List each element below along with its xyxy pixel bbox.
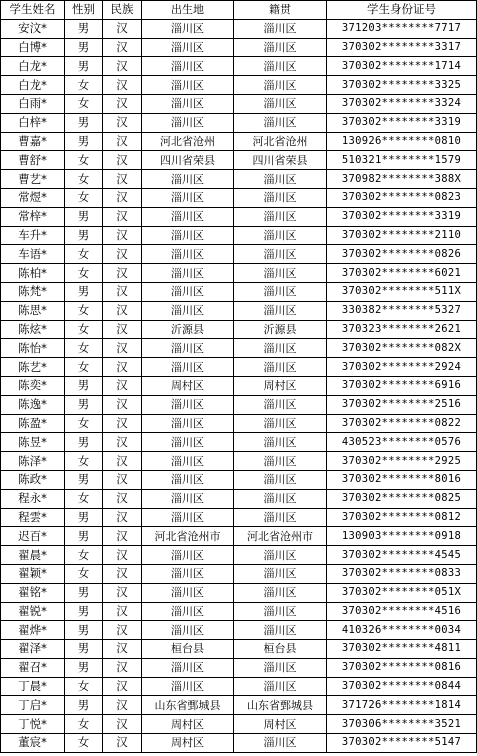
cell-gender: 男	[65, 621, 103, 640]
cell-birthplace: 淄川区	[142, 583, 234, 602]
cell-ethnicity: 汉	[103, 658, 142, 677]
cell-ethnicity: 汉	[103, 113, 142, 132]
cell-birthplace: 淄川区	[142, 677, 234, 696]
cell-id-number: 370302********0825	[327, 489, 477, 508]
cell-gender: 女	[65, 320, 103, 339]
cell-id-number: 410326********0034	[327, 621, 477, 640]
cell-native-place: 淄川区	[234, 677, 327, 696]
cell-gender: 女	[65, 452, 103, 471]
cell-id-number: 370306********3521	[327, 715, 477, 734]
cell-native-place: 周村区	[234, 715, 327, 734]
cell-id-number: 370302********2110	[327, 226, 477, 245]
cell-student-name: 常梓*	[1, 207, 65, 226]
cell-native-place: 淄川区	[234, 395, 327, 414]
cell-birthplace: 淄川区	[142, 301, 234, 320]
table-row	[1, 658, 477, 677]
cell-id-number: 370302********0833	[327, 564, 477, 583]
table-row	[1, 339, 477, 358]
cell-ethnicity: 汉	[103, 226, 142, 245]
cell-ethnicity: 汉	[103, 734, 142, 753]
header-birthplace: 出生地	[142, 1, 234, 20]
cell-gender: 女	[65, 264, 103, 283]
cell-birthplace: 淄川区	[142, 621, 234, 640]
cell-id-number: 370302********4516	[327, 602, 477, 621]
cell-birthplace: 淄川区	[142, 282, 234, 301]
roster-body	[1, 19, 477, 752]
cell-gender: 男	[65, 207, 103, 226]
table-row	[1, 376, 477, 395]
cell-id-number: 130903********0918	[327, 527, 477, 546]
cell-student-name: 白龙*	[1, 57, 65, 76]
cell-student-name: 陈政*	[1, 470, 65, 489]
cell-birthplace: 周村区	[142, 734, 234, 753]
table-row	[1, 57, 477, 76]
cell-birthplace: 淄川区	[142, 94, 234, 113]
cell-native-place: 淄川区	[234, 734, 327, 753]
cell-native-place: 淄川区	[234, 19, 327, 38]
table-row	[1, 301, 477, 320]
cell-gender: 男	[65, 508, 103, 527]
table-row	[1, 170, 477, 189]
cell-student-name: 陈思*	[1, 301, 65, 320]
cell-gender: 男	[65, 583, 103, 602]
cell-native-place: 淄川区	[234, 245, 327, 264]
cell-gender: 男	[65, 602, 103, 621]
cell-id-number: 370302********0826	[327, 245, 477, 264]
table-row	[1, 621, 477, 640]
cell-ethnicity: 汉	[103, 715, 142, 734]
cell-gender: 女	[65, 170, 103, 189]
header-id-number: 学生身份证号	[327, 1, 477, 20]
cell-ethnicity: 汉	[103, 677, 142, 696]
header-native-place: 籍贯	[234, 1, 327, 20]
cell-gender: 女	[65, 151, 103, 170]
cell-native-place: 淄川区	[234, 583, 327, 602]
cell-id-number: 370302********4545	[327, 546, 477, 565]
cell-ethnicity: 汉	[103, 188, 142, 207]
cell-ethnicity: 汉	[103, 94, 142, 113]
cell-gender: 女	[65, 414, 103, 433]
cell-birthplace: 淄川区	[142, 57, 234, 76]
cell-ethnicity: 汉	[103, 546, 142, 565]
table-row	[1, 508, 477, 527]
cell-ethnicity: 汉	[103, 564, 142, 583]
cell-gender: 男	[65, 226, 103, 245]
table-row	[1, 151, 477, 170]
cell-native-place: 四川省荣县	[234, 151, 327, 170]
table-row	[1, 132, 477, 151]
cell-gender: 男	[65, 19, 103, 38]
cell-student-name: 车升*	[1, 226, 65, 245]
header-ethnicity: 民族	[103, 1, 142, 20]
cell-gender: 女	[65, 677, 103, 696]
cell-student-name: 丁悦*	[1, 715, 65, 734]
table-row	[1, 282, 477, 301]
table-row	[1, 19, 477, 38]
cell-birthplace: 淄川区	[142, 358, 234, 377]
cell-native-place: 淄川区	[234, 76, 327, 95]
cell-native-place: 淄川区	[234, 546, 327, 565]
cell-student-name: 翟铭*	[1, 583, 65, 602]
cell-id-number: 370302********3324	[327, 94, 477, 113]
cell-native-place: 淄川区	[234, 282, 327, 301]
cell-id-number: 371726********1814	[327, 696, 477, 715]
cell-ethnicity: 汉	[103, 470, 142, 489]
cell-gender: 男	[65, 132, 103, 151]
table-row	[1, 226, 477, 245]
cell-gender: 女	[65, 734, 103, 753]
cell-native-place: 淄川区	[234, 207, 327, 226]
cell-native-place: 周村区	[234, 376, 327, 395]
cell-ethnicity: 汉	[103, 602, 142, 621]
cell-native-place: 淄川区	[234, 602, 327, 621]
cell-birthplace: 淄川区	[142, 245, 234, 264]
cell-native-place: 淄川区	[234, 188, 327, 207]
table-row	[1, 583, 477, 602]
cell-gender: 男	[65, 527, 103, 546]
cell-ethnicity: 汉	[103, 583, 142, 602]
cell-student-name: 陈昱*	[1, 433, 65, 452]
cell-gender: 男	[65, 696, 103, 715]
cell-ethnicity: 汉	[103, 395, 142, 414]
cell-id-number: 370302********1714	[327, 57, 477, 76]
table-row	[1, 188, 477, 207]
cell-gender: 女	[65, 339, 103, 358]
cell-student-name: 翟颖*	[1, 564, 65, 583]
cell-gender: 女	[65, 94, 103, 113]
cell-student-name: 翟泽*	[1, 640, 65, 659]
cell-gender: 女	[65, 489, 103, 508]
cell-ethnicity: 汉	[103, 282, 142, 301]
cell-native-place: 淄川区	[234, 433, 327, 452]
cell-ethnicity: 汉	[103, 19, 142, 38]
cell-ethnicity: 汉	[103, 433, 142, 452]
cell-id-number: 430523********0576	[327, 433, 477, 452]
cell-student-name: 白梓*	[1, 113, 65, 132]
table-row	[1, 696, 477, 715]
cell-id-number: 370302********6021	[327, 264, 477, 283]
cell-birthplace: 淄川区	[142, 264, 234, 283]
cell-ethnicity: 汉	[103, 264, 142, 283]
cell-gender: 男	[65, 470, 103, 489]
cell-id-number: 370302********2925	[327, 452, 477, 471]
table-row	[1, 715, 477, 734]
cell-student-name: 翟锐*	[1, 602, 65, 621]
cell-gender: 男	[65, 395, 103, 414]
cell-id-number: 370302********0844	[327, 677, 477, 696]
cell-native-place: 淄川区	[234, 489, 327, 508]
cell-id-number: 370302********3319	[327, 113, 477, 132]
table-row	[1, 414, 477, 433]
cell-native-place: 淄川区	[234, 113, 327, 132]
cell-student-name: 翟召*	[1, 658, 65, 677]
cell-gender: 男	[65, 640, 103, 659]
cell-native-place: 淄川区	[234, 564, 327, 583]
table-row	[1, 452, 477, 471]
cell-student-name: 曹艺*	[1, 170, 65, 189]
cell-birthplace: 淄川区	[142, 452, 234, 471]
cell-id-number: 330382********5327	[327, 301, 477, 320]
cell-student-name: 迟百*	[1, 527, 65, 546]
cell-id-number: 371203********7717	[327, 19, 477, 38]
cell-gender: 女	[65, 245, 103, 264]
cell-student-name: 安汶*	[1, 19, 65, 38]
cell-ethnicity: 汉	[103, 621, 142, 640]
cell-student-name: 车语*	[1, 245, 65, 264]
cell-id-number: 370302********8016	[327, 470, 477, 489]
cell-id-number: 370302********082X	[327, 339, 477, 358]
table-row	[1, 358, 477, 377]
cell-native-place: 淄川区	[234, 358, 327, 377]
cell-id-number: 370302********6916	[327, 376, 477, 395]
table-row	[1, 207, 477, 226]
cell-native-place: 淄川区	[234, 414, 327, 433]
cell-native-place: 淄川区	[234, 470, 327, 489]
cell-id-number: 370302********3325	[327, 76, 477, 95]
table-row	[1, 470, 477, 489]
table-row	[1, 320, 477, 339]
header-row	[1, 1, 477, 20]
cell-student-name: 陈炫*	[1, 320, 65, 339]
cell-student-name: 程永*	[1, 489, 65, 508]
cell-birthplace: 淄川区	[142, 433, 234, 452]
cell-birthplace: 河北省沧州市	[142, 527, 234, 546]
cell-ethnicity: 汉	[103, 452, 142, 471]
cell-student-name: 丁启*	[1, 696, 65, 715]
cell-student-name: 陈逸*	[1, 395, 65, 414]
cell-native-place: 淄川区	[234, 38, 327, 57]
cell-native-place: 淄川区	[234, 452, 327, 471]
cell-student-name: 白博*	[1, 38, 65, 57]
cell-ethnicity: 汉	[103, 76, 142, 95]
cell-student-name: 陈奕*	[1, 376, 65, 395]
cell-id-number: 370302********5147	[327, 734, 477, 753]
cell-native-place: 山东省鄄城县	[234, 696, 327, 715]
table-row	[1, 564, 477, 583]
cell-ethnicity: 汉	[103, 414, 142, 433]
cell-id-number: 370302********3317	[327, 38, 477, 57]
cell-native-place: 沂源县	[234, 320, 327, 339]
cell-birthplace: 淄川区	[142, 76, 234, 95]
cell-id-number: 370302********3319	[327, 207, 477, 226]
cell-gender: 女	[65, 358, 103, 377]
cell-student-name: 陈梵*	[1, 282, 65, 301]
cell-student-name: 丁晨*	[1, 677, 65, 696]
cell-birthplace: 周村区	[142, 715, 234, 734]
table-row	[1, 489, 477, 508]
cell-ethnicity: 汉	[103, 38, 142, 57]
table-row	[1, 38, 477, 57]
table-row	[1, 527, 477, 546]
cell-birthplace: 淄川区	[142, 564, 234, 583]
cell-native-place: 淄川区	[234, 94, 327, 113]
cell-birthplace: 周村区	[142, 376, 234, 395]
cell-gender: 男	[65, 376, 103, 395]
cell-birthplace: 淄川区	[142, 395, 234, 414]
cell-student-name: 翟烨*	[1, 621, 65, 640]
cell-id-number: 370302********0816	[327, 658, 477, 677]
cell-gender: 女	[65, 715, 103, 734]
cell-native-place: 淄川区	[234, 57, 327, 76]
header-gender: 性别	[65, 1, 103, 20]
cell-birthplace: 山东省鄄城县	[142, 696, 234, 715]
table-row	[1, 395, 477, 414]
cell-birthplace: 淄川区	[142, 19, 234, 38]
table-row	[1, 245, 477, 264]
cell-id-number: 130926********0810	[327, 132, 477, 151]
cell-native-place: 淄川区	[234, 658, 327, 677]
cell-id-number: 370982********388X	[327, 170, 477, 189]
cell-ethnicity: 汉	[103, 301, 142, 320]
cell-gender: 女	[65, 301, 103, 320]
table-row	[1, 734, 477, 753]
cell-ethnicity: 汉	[103, 245, 142, 264]
cell-native-place: 淄川区	[234, 301, 327, 320]
table-row	[1, 546, 477, 565]
cell-gender: 女	[65, 546, 103, 565]
cell-birthplace: 淄川区	[142, 546, 234, 565]
cell-id-number: 370302********0822	[327, 414, 477, 433]
cell-ethnicity: 汉	[103, 696, 142, 715]
cell-student-name: 陈泽*	[1, 452, 65, 471]
table-row	[1, 602, 477, 621]
cell-ethnicity: 汉	[103, 489, 142, 508]
cell-ethnicity: 汉	[103, 132, 142, 151]
cell-ethnicity: 汉	[103, 358, 142, 377]
cell-id-number: 370302********0823	[327, 188, 477, 207]
cell-id-number: 370302********0812	[327, 508, 477, 527]
cell-id-number: 370302********511X	[327, 282, 477, 301]
cell-student-name: 白雨*	[1, 94, 65, 113]
cell-student-name: 曹舒*	[1, 151, 65, 170]
cell-birthplace: 淄川区	[142, 226, 234, 245]
cell-ethnicity: 汉	[103, 339, 142, 358]
cell-student-name: 陈柏*	[1, 264, 65, 283]
cell-birthplace: 淄川区	[142, 470, 234, 489]
cell-native-place: 河北省沧州市	[234, 527, 327, 546]
cell-gender: 女	[65, 76, 103, 95]
cell-id-number: 370302********051X	[327, 583, 477, 602]
cell-birthplace: 淄川区	[142, 339, 234, 358]
cell-birthplace: 淄川区	[142, 170, 234, 189]
cell-student-name: 曹嘉*	[1, 132, 65, 151]
cell-native-place: 淄川区	[234, 226, 327, 245]
cell-student-name: 常煜*	[1, 188, 65, 207]
table-row	[1, 94, 477, 113]
cell-gender: 男	[65, 282, 103, 301]
cell-native-place: 河北省沧州	[234, 132, 327, 151]
cell-birthplace: 淄川区	[142, 489, 234, 508]
cell-student-name: 陈艺*	[1, 358, 65, 377]
cell-birthplace: 淄川区	[142, 207, 234, 226]
cell-ethnicity: 汉	[103, 640, 142, 659]
table-row	[1, 264, 477, 283]
cell-native-place: 淄川区	[234, 508, 327, 527]
table-row	[1, 76, 477, 95]
cell-id-number: 370323********2621	[327, 320, 477, 339]
cell-student-name: 程雲*	[1, 508, 65, 527]
cell-id-number: 370302********4811	[327, 640, 477, 659]
cell-student-name: 陈怡*	[1, 339, 65, 358]
cell-gender: 男	[65, 658, 103, 677]
table-row	[1, 677, 477, 696]
cell-id-number: 510321********1579	[327, 151, 477, 170]
cell-birthplace: 沂源县	[142, 320, 234, 339]
header-name: 学生姓名	[1, 1, 65, 20]
cell-native-place: 淄川区	[234, 264, 327, 283]
cell-native-place: 淄川区	[234, 621, 327, 640]
cell-gender: 男	[65, 57, 103, 76]
cell-gender: 女	[65, 188, 103, 207]
cell-native-place: 桓台县	[234, 640, 327, 659]
cell-id-number: 370302********2924	[327, 358, 477, 377]
cell-ethnicity: 汉	[103, 170, 142, 189]
table-row	[1, 113, 477, 132]
cell-ethnicity: 汉	[103, 376, 142, 395]
cell-birthplace: 淄川区	[142, 414, 234, 433]
cell-birthplace: 淄川区	[142, 602, 234, 621]
table-row	[1, 640, 477, 659]
cell-birthplace: 淄川区	[142, 508, 234, 527]
cell-ethnicity: 汉	[103, 57, 142, 76]
table-row	[1, 433, 477, 452]
cell-student-name: 陈盈*	[1, 414, 65, 433]
cell-ethnicity: 汉	[103, 320, 142, 339]
cell-student-name: 翟晨*	[1, 546, 65, 565]
cell-birthplace: 河北省沧州	[142, 132, 234, 151]
cell-id-number: 370302********2516	[327, 395, 477, 414]
cell-birthplace: 淄川区	[142, 38, 234, 57]
cell-birthplace: 淄川区	[142, 188, 234, 207]
cell-gender: 男	[65, 433, 103, 452]
cell-ethnicity: 汉	[103, 151, 142, 170]
cell-birthplace: 桓台县	[142, 640, 234, 659]
cell-birthplace: 淄川区	[142, 658, 234, 677]
cell-birthplace: 淄川区	[142, 113, 234, 132]
cell-native-place: 淄川区	[234, 170, 327, 189]
cell-ethnicity: 汉	[103, 527, 142, 546]
cell-birthplace: 四川省荣县	[142, 151, 234, 170]
cell-gender: 男	[65, 38, 103, 57]
cell-ethnicity: 汉	[103, 207, 142, 226]
cell-gender: 男	[65, 113, 103, 132]
cell-ethnicity: 汉	[103, 508, 142, 527]
cell-student-name: 白龙*	[1, 76, 65, 95]
cell-student-name: 董宸*	[1, 734, 65, 753]
cell-native-place: 淄川区	[234, 339, 327, 358]
cell-gender: 女	[65, 564, 103, 583]
